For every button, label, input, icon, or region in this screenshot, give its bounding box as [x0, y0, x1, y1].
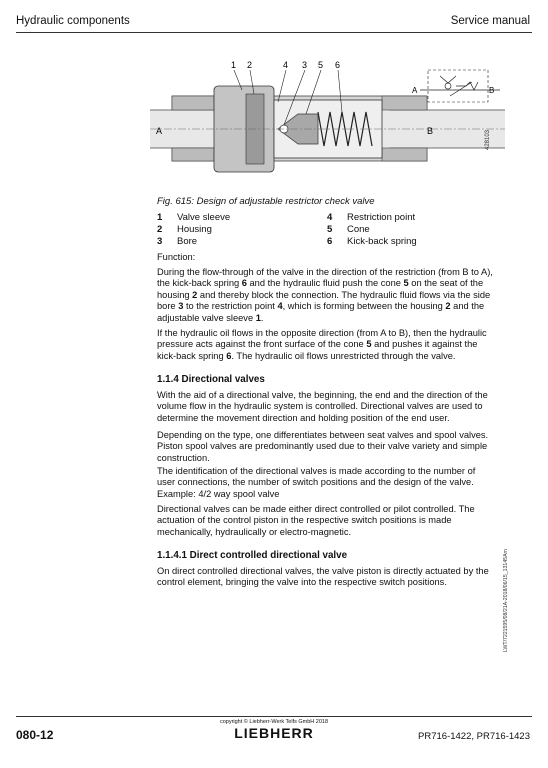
function-paragraph-1: During the flow-through of the valve in the direction of the restriction (from B to A), the kick-back spring 6 and the hydraulic fluid push the cone 5 on the seat of the housing 2 and thereby block the connection. The hydraulic fluid flows via the side bore 3 to the restriction point 4, which is forming between the housing 2 and the adjustable valve sleeve 1.	[157, 267, 493, 323]
port-b-label: B	[427, 126, 434, 136]
model-numbers: PR716-1422, PR716-1423	[418, 731, 530, 742]
page-number: 080-12	[16, 728, 54, 742]
legend-text: Valve sleeve	[177, 212, 231, 223]
part-label-4: 4	[283, 60, 289, 70]
legend-number: 5	[327, 224, 333, 235]
port-a-label: A	[156, 126, 163, 136]
copyright-notice: copyright © Liebherr-Werk Telfs GmbH 2018	[219, 719, 329, 725]
section-heading-direct-controlled: 1.1.4.1 Direct controlled directional valve	[157, 550, 348, 561]
symbol-b-label: B	[489, 86, 495, 95]
figure-caption: Fig. 615: Design of adjustable restrictor check valve	[157, 196, 375, 207]
directional-paragraph-3: The identification of the directional valves is made according to the number of user connections, the number of switch positions and the design of the valve. Example: 4/2 way spool valve	[157, 466, 476, 499]
legend-number: 3	[157, 236, 163, 247]
header-divider	[16, 32, 532, 33]
legend-text: Housing	[177, 224, 212, 235]
part-label-6: 6	[335, 60, 341, 70]
directional-paragraph-2: Depending on the type, one differentiates between seat valves and spool valves. Piston spool valves are predominantly used due to their valve variety and simple construction.	[157, 430, 489, 463]
parts-legend	[157, 212, 497, 248]
legend-text: Bore	[177, 236, 198, 247]
function-paragraph-2: If the hydraulic oil flows in the opposite direction (from A to B), then the hydraulic pressure acts against the front surface of the cone 5 and pushes it against the kick-back spring 6. The hydraulic oil flows unrestricted through the valve.	[157, 328, 487, 361]
legend-number: 6	[327, 236, 333, 247]
function-label: Function:	[157, 252, 196, 262]
part-label-5: 5	[318, 60, 324, 70]
directional-paragraph-4: Directional valves can be made either direct controlled or pilot controlled. The actuation of the control piston in the respective switch positions is made mechanically, hydraulically or electro-magnetic.	[157, 504, 475, 537]
legend-text: Cone	[347, 224, 370, 235]
legend-row	[157, 236, 497, 248]
part-label-1: 1	[231, 60, 237, 70]
legend-number: 4	[327, 212, 333, 223]
header-manual-type: Service manual	[450, 15, 530, 27]
header-section-title: Hydraulic components	[16, 15, 130, 27]
legend-number: 2	[157, 224, 163, 235]
part-label-3: 3	[302, 60, 308, 70]
brand-logo: LIEBHERR	[234, 725, 314, 741]
directional-paragraph-1: With the aid of a directional valve, the beginning, the end and the direction of the volume flow in the hydraulic system is controlled. Directional valves are used to determine the movement direction and holding position of the end user.	[157, 390, 488, 423]
legend-number: 1	[157, 212, 163, 223]
legend-text: Kick-back spring	[347, 236, 417, 247]
legend-row	[157, 212, 497, 224]
figure-code: 428103	[485, 129, 491, 150]
valve-cross-section-drawing	[150, 56, 505, 184]
section-heading-directional-valves: 1.1.4 Directional valves	[157, 374, 265, 385]
footer-divider	[16, 716, 532, 717]
part-label-2: 2	[247, 60, 253, 70]
legend-text: Restriction point	[347, 212, 416, 223]
legend-row	[157, 224, 497, 236]
direct-controlled-paragraph: On direct controlled directional valves, the valve piston is directly actuated by the control element, bringing the valve into the respective switch positions.	[157, 566, 489, 588]
symbol-a-label: A	[412, 86, 418, 95]
document-side-code: LWT/7221595/08/21A-2018/06/15_13145Am	[503, 549, 509, 652]
